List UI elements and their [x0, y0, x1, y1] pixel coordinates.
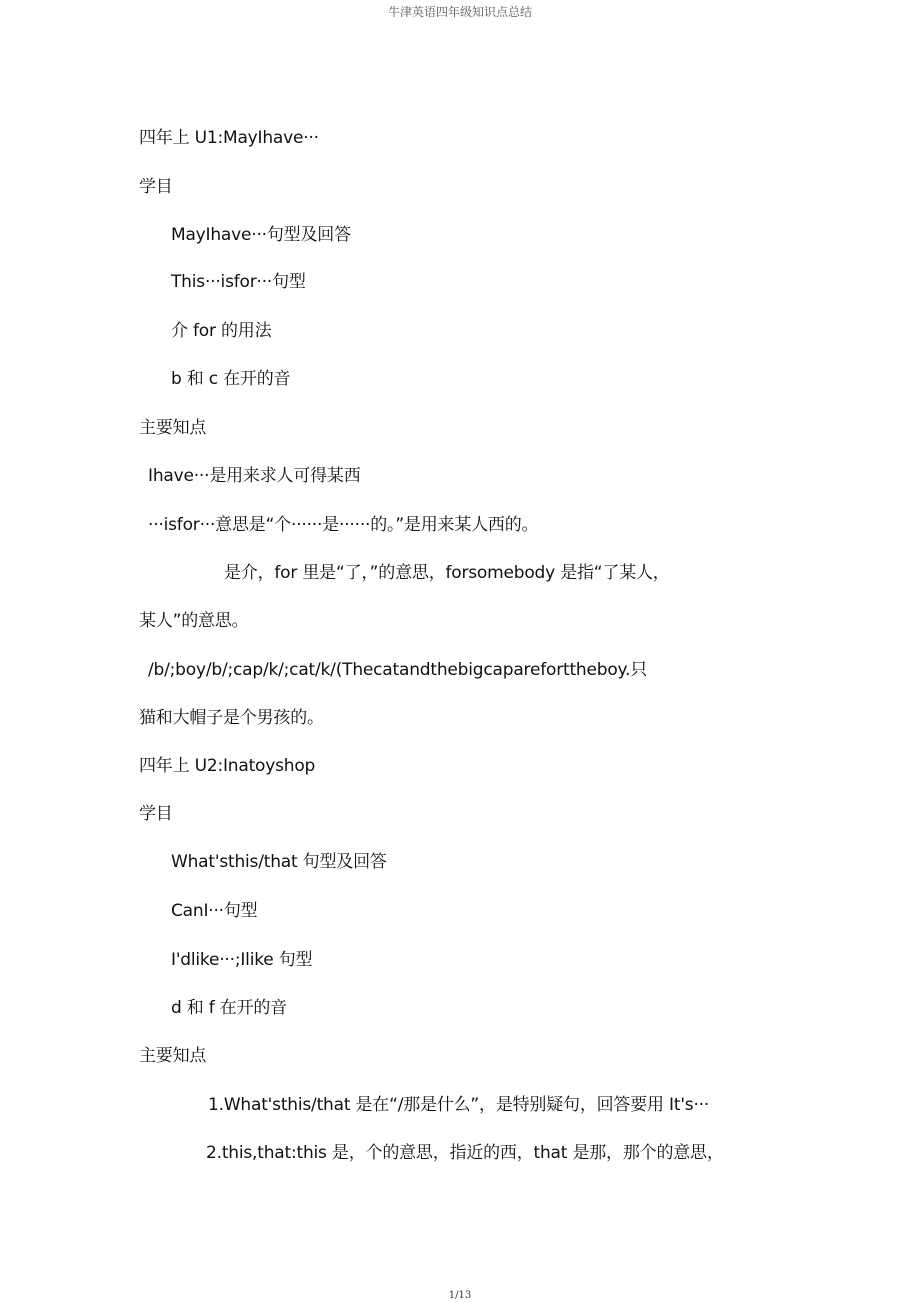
unit2-heading: 四年上 U2:Inatoyshop: [139, 756, 316, 776]
unit1-keypoint-3: 是介，for 里是“了，”的意思，forsomebody 是指“了某人，: [224, 563, 670, 583]
unit2-keypoint-1: 1.What'sthis/that 是在“/那是什么”，是特别疑句，回答要用 It's···: [208, 1095, 710, 1115]
unit1-keypoint-1: Ihave···是用来求人可得某西: [148, 466, 361, 486]
unit2-keypoints-heading: 主要知点: [139, 1046, 207, 1066]
unit1-objective-2: This···isfor···句型: [171, 272, 306, 292]
unit1-objective-4: b 和 c 在开的音: [171, 369, 291, 389]
unit2-objectives-heading: 学目: [139, 804, 173, 824]
unit1-keypoint-4: /b/;boy/b/;cap/k/;cat/k/(Thecatandthebigcapareforttheboy.只: [148, 660, 647, 680]
page-header: 牛津英语四年级知识点总结: [387, 5, 532, 19]
unit1-objective-3: 介 for 的用法: [171, 321, 272, 341]
unit1-objective-1: MayIhave···句型及回答: [171, 225, 351, 245]
unit1-keypoint-2: ···isfor···意思是“个······是······的。”是用来某人西的。: [148, 515, 539, 535]
unit1-keypoints-heading: 主要知点: [139, 418, 207, 438]
unit2-objective-3: I'dlike···;Ilike 句型: [171, 950, 313, 970]
unit1-keypoint-3-cont: 某人”的意思。: [139, 611, 249, 631]
unit2-objective-4: d 和 f 在开的音: [171, 998, 287, 1018]
unit2-keypoint-2: 2.this,that:this 是，个的意思，指近的西，that 是那，那个的意思，: [206, 1143, 724, 1163]
unit2-objective-2: CanI···句型: [171, 901, 258, 921]
unit1-objectives-heading: 学目: [139, 177, 173, 197]
unit2-objective-1: What'sthis/that 句型及回答: [171, 852, 387, 872]
unit1-keypoint-4-cont: 猫和大帽子是个男孩的。: [139, 708, 324, 728]
page-number: 1/13: [448, 1290, 472, 1301]
unit1-heading: 四年上 U1:MayIhave···: [139, 128, 319, 148]
